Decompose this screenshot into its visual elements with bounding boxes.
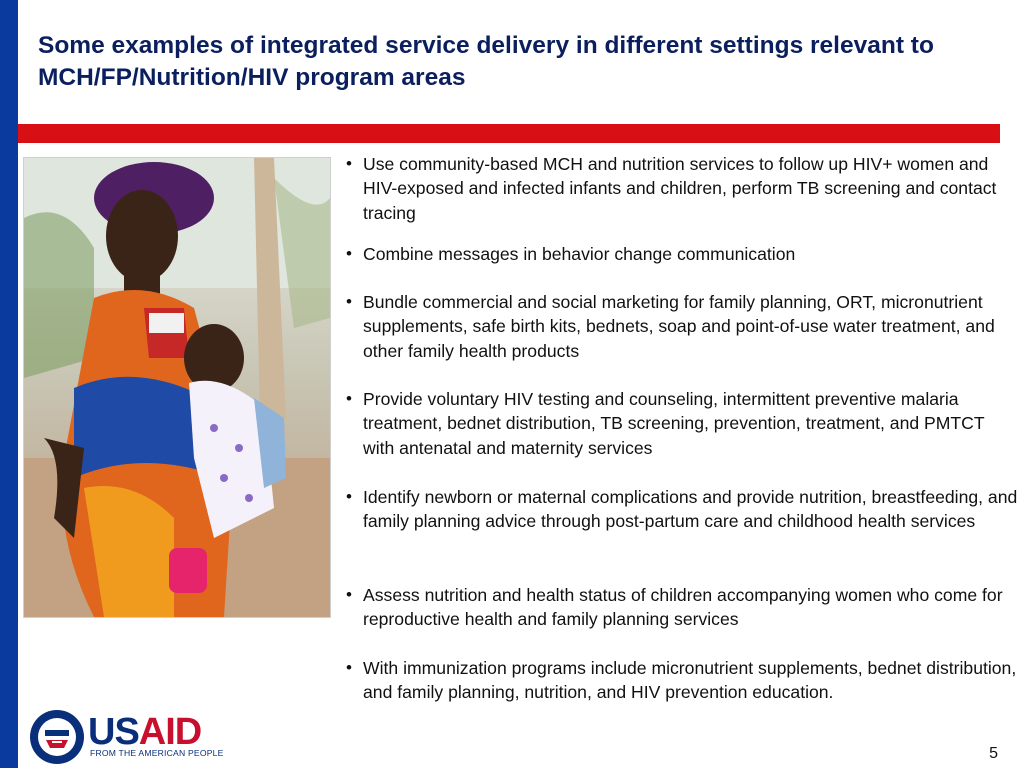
bullet-marker: • <box>346 585 352 604</box>
bullet-text: Bundle commercial and social marketing for family planning, ORT, micronutrient supplements, safe birth kits, bednets, soap and point-of-use water treatment, and other family health products <box>363 292 995 361</box>
bullet-text: Assess nutrition and health status of children accompanying women who come for reproductive health and family planning services <box>363 585 1003 630</box>
usaid-word-us: US <box>88 711 139 753</box>
bullet-item <box>342 656 1018 705</box>
bullet-text: Identify newborn or maternal complications and provide nutrition, breastfeeding, and family planning advice through post-partum care and childhood health services <box>363 487 1018 532</box>
usaid-word-aid: AID <box>138 711 202 753</box>
page-number: 5 <box>989 745 998 762</box>
title-divider <box>18 124 1000 143</box>
usaid-tagline: FROM THE AMERICAN PEOPLE <box>90 748 224 758</box>
bullet-marker: • <box>346 487 352 506</box>
bullet-marker: • <box>346 658 352 677</box>
bullet-marker: • <box>346 244 352 263</box>
left-accent-bar <box>0 0 18 768</box>
usaid-seal-icon <box>28 708 86 766</box>
bullet-marker: • <box>346 154 352 173</box>
mother-child-photo <box>23 157 331 618</box>
bullet-text: Combine messages in behavior change communication <box>363 244 796 264</box>
bullet-item <box>342 290 1018 363</box>
bullet-marker: • <box>346 389 352 408</box>
bullet-item <box>342 387 1018 460</box>
bullet-item <box>342 242 1018 266</box>
bullet-text: Provide voluntary HIV testing and counseling, intermittent preventive malaria treatment, bednet distribution, TB screening, prevention, treatment, and PMTCT with antenatal and maternity services <box>363 389 985 458</box>
bullet-text: Use community-based MCH and nutrition services to follow up HIV+ women and HIV-exposed and infected infants and children, perform TB screening and contact tracing <box>363 154 997 223</box>
slide-title: Some examples of integrated service delivery in different settings relevant to MCH/FP/Nutrition/HIV program areas <box>38 32 934 91</box>
bullet-item <box>342 152 1018 225</box>
bullet-item <box>342 583 1018 632</box>
usaid-wordmark <box>88 712 201 752</box>
bullet-item <box>342 485 1018 534</box>
usaid-logo <box>28 708 228 768</box>
bullet-marker: • <box>346 292 352 311</box>
bullet-text: With immunization programs include micronutrient supplements, bednet distribution, and family planning, nutrition, and HIV prevention education. <box>363 658 1017 703</box>
